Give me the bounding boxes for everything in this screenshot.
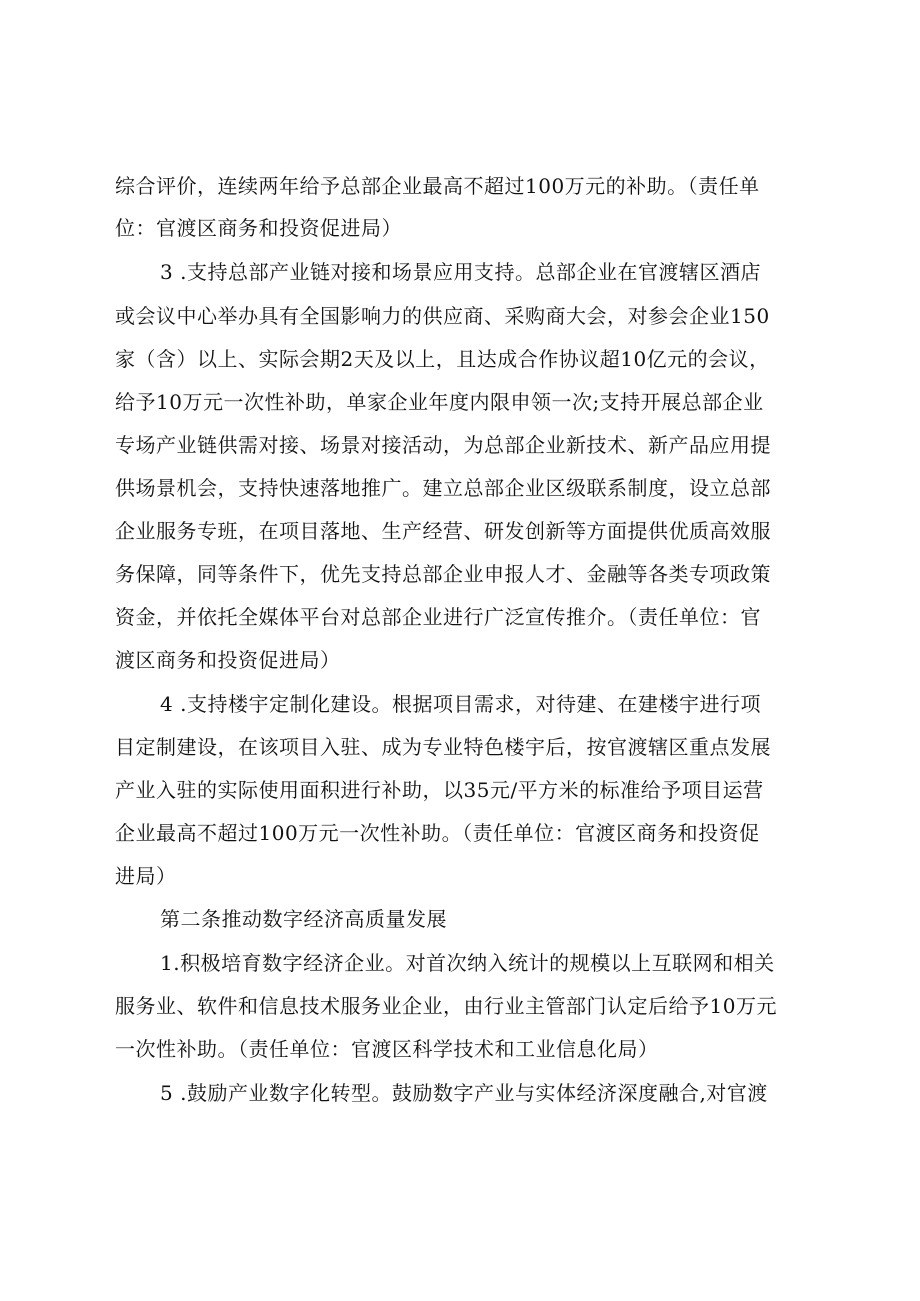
text-line: 资金，并依托全媒体平台对总部企业进行广泛宣传推介。（责任单位：官 bbox=[115, 605, 761, 629]
text-line: 供场景机会，支持快速落地推广。建立总部企业区级联系制度，设立总部 bbox=[115, 476, 771, 500]
text-line: 企业服务专班，在项目落地、生产经营、研发创新等方面提供优质高效服 bbox=[115, 519, 771, 543]
text-line: 专场产业链供需对接、场景对接活动，为总部企业新技术、新产品应用提 bbox=[115, 433, 771, 457]
text-line: 产业入驻的实际使用面积进行补助，以35元/平方米的标准给予项目运营 bbox=[115, 778, 764, 802]
text-line: 企业最高不超过100万元一次性补助。（责任单位：官渡区商务和投资促 bbox=[115, 821, 760, 845]
text-line: 渡区商务和投资促进局） bbox=[115, 648, 341, 672]
text-line: 5 .鼓励产业数字化转型。鼓励数字产业与实体经济深度融合,对官渡 bbox=[160, 1081, 768, 1105]
text-line: 目定制建设，在该项目入驻、成为专业特色楼宇后，按官渡辖区重点发展 bbox=[115, 735, 771, 759]
text-line: 进局） bbox=[115, 864, 177, 888]
text-line: 4 .支持楼宇定制化建设。根据项目需求，对待建、在建楼宇进行项 bbox=[160, 692, 761, 716]
text-line: 一次性补助。（责任单位：官渡区科学技术和工业信息化局） bbox=[115, 1037, 659, 1061]
text-line: 服务业、软件和信息技术服务业企业，由行业主管部门认定后给予10万元 bbox=[115, 994, 777, 1018]
text-line: 务保障，同等条件下，优先支持总部企业申报人才、金融等各类专项政策 bbox=[115, 562, 771, 586]
text-line: 1.积极培育数字经济企业。对首次纳入统计的规模以上互联网和相关 bbox=[160, 951, 775, 975]
text-line: 家（含）以上、实际会期2天及以上，且达成合作协议超10亿元的会议， bbox=[115, 347, 770, 371]
text-line: 综合评价，连续两年给予总部企业最高不超过100万元的补助。（责任单 bbox=[115, 174, 760, 198]
text-line: 3 .支持总部产业链对接和场景应用支持。总部企业在官渡辖区酒店 bbox=[160, 260, 761, 284]
text-line: 或会议中心举办具有全国影响力的供应商、采购商大会，对参会企业150 bbox=[115, 304, 770, 328]
text-line: 给予10万元一次性补助，单家企业年度内限申领一次;支持开展总部企业 bbox=[115, 390, 764, 414]
text-line: 位：官渡区商务和投资促进局） bbox=[115, 216, 402, 240]
section-heading: 第二条推动数字经济高质量发展 bbox=[160, 907, 447, 931]
